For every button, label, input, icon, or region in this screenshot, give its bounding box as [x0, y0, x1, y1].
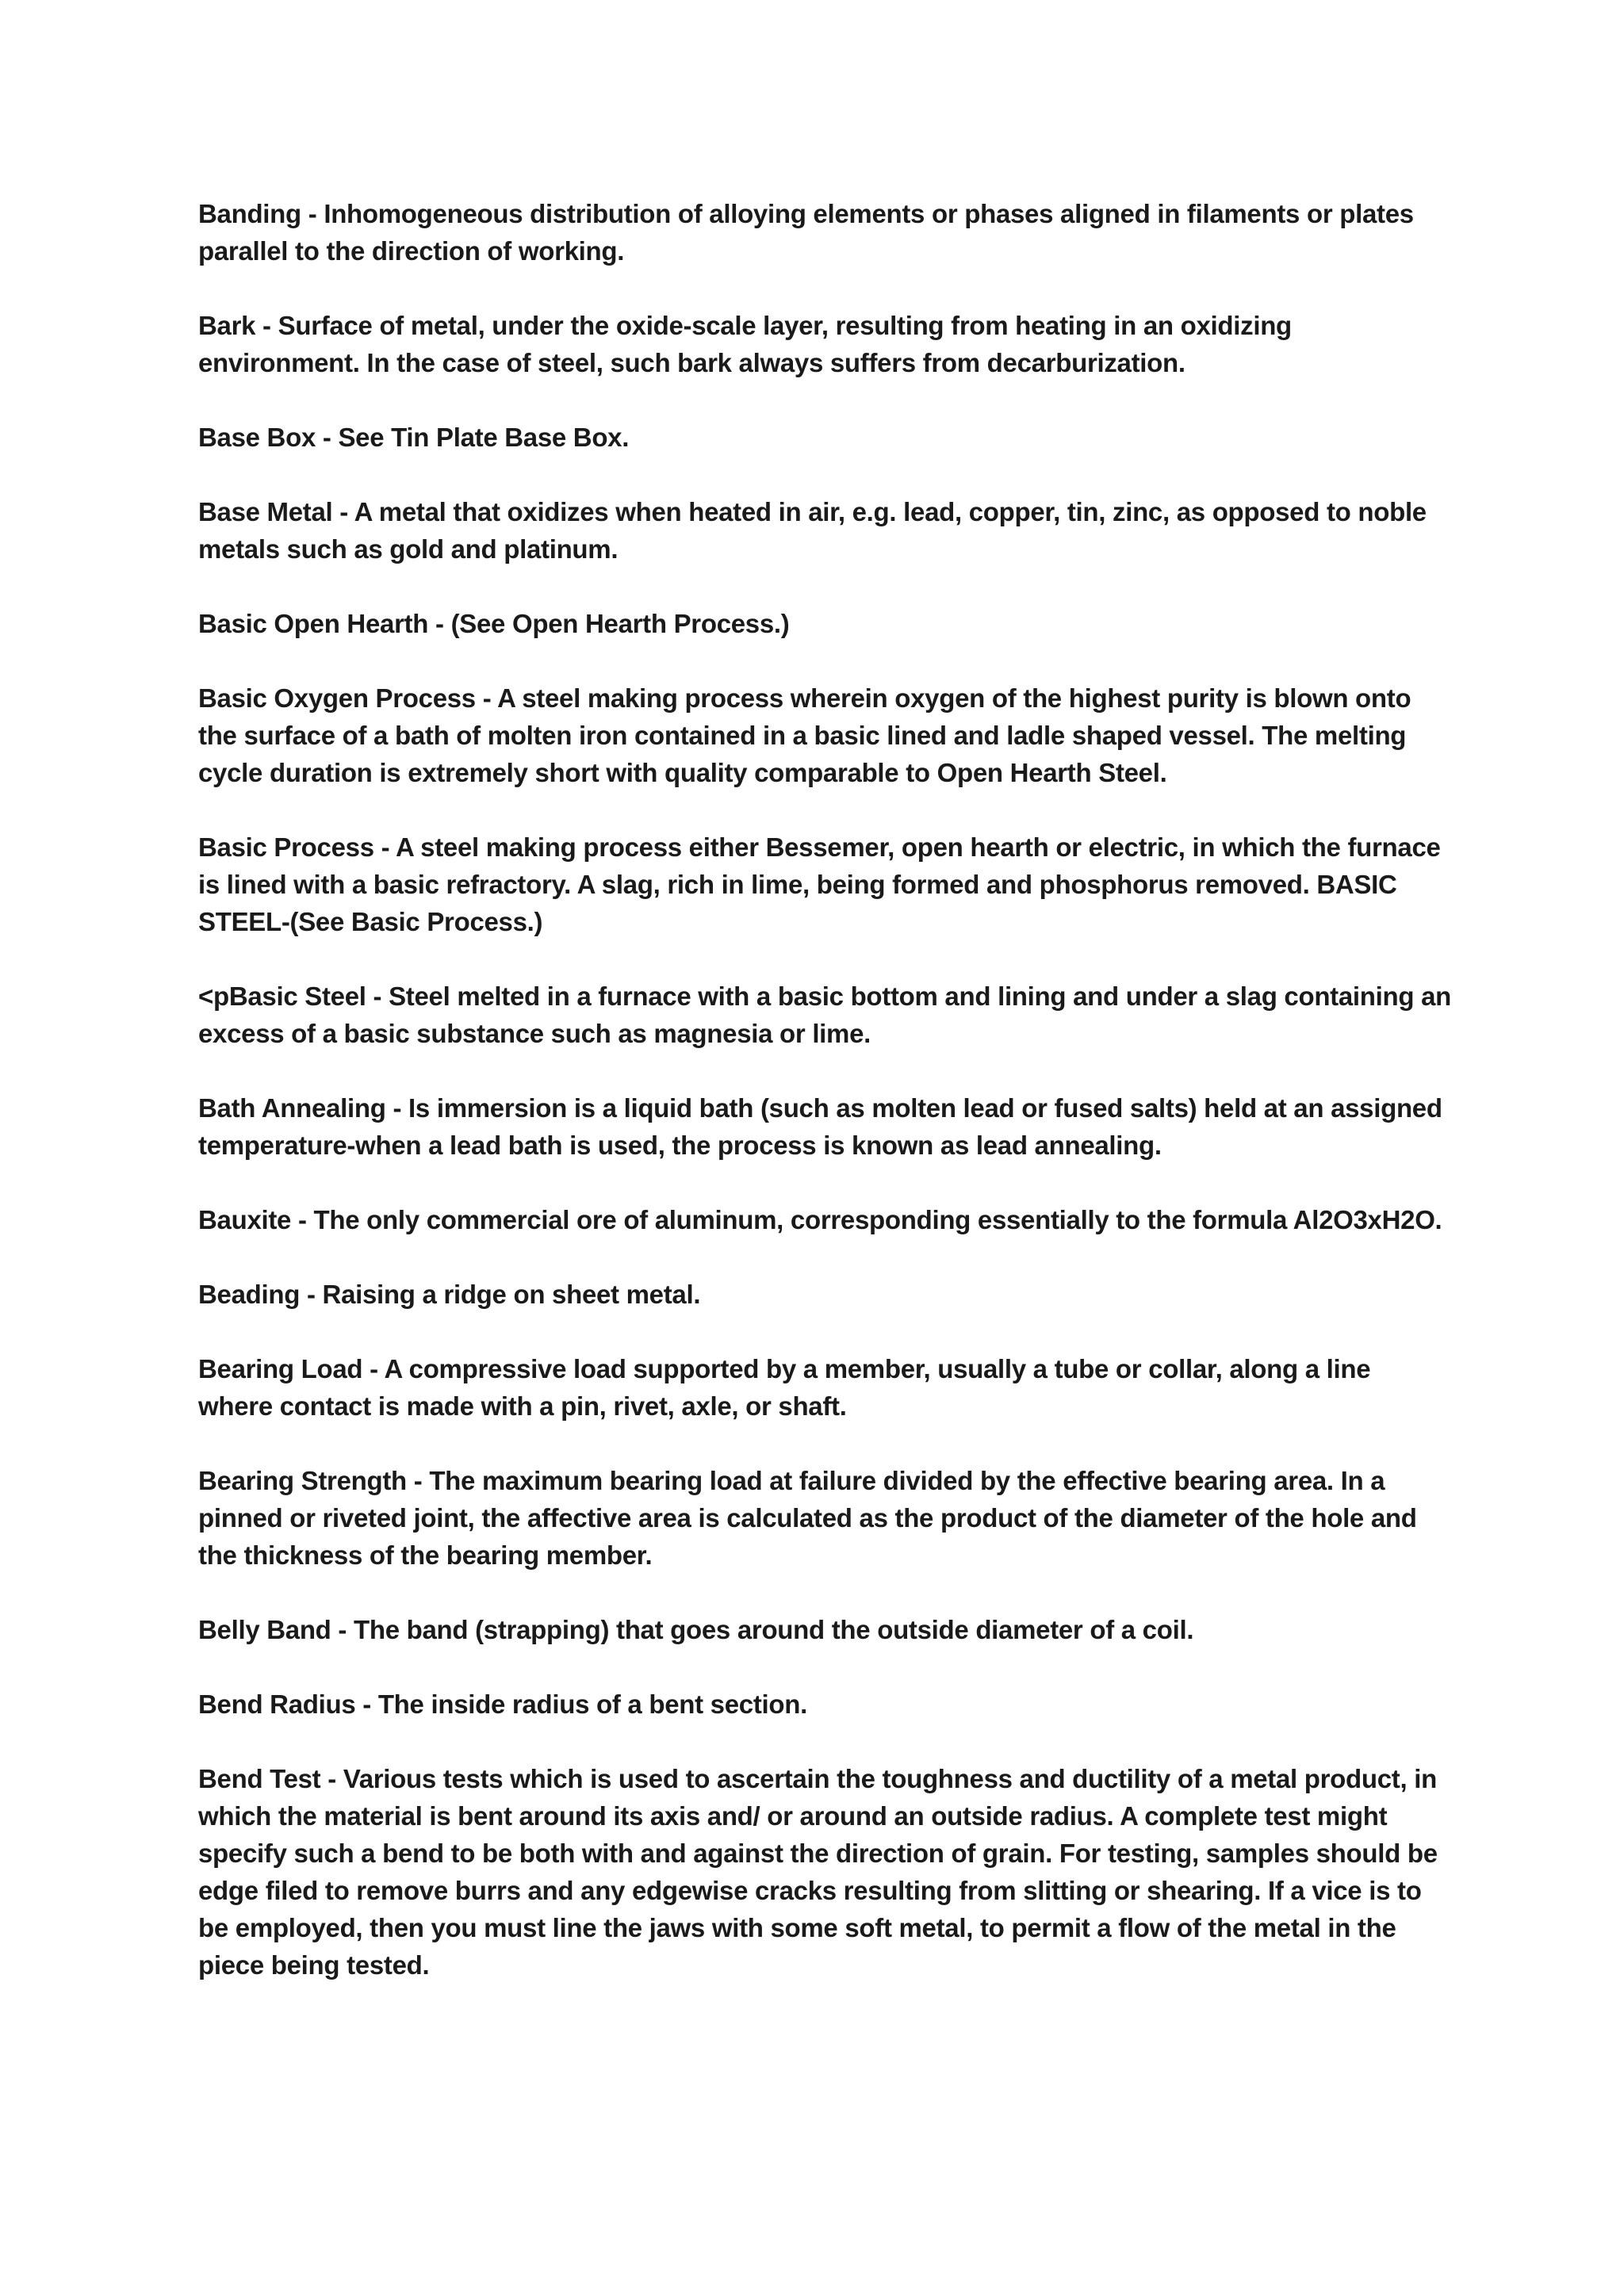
entry-definition: A compressive load supported by a member, usually a tube or collar, along a line where contact is made with a pin, rivet, axle, or shaft.	[198, 1354, 1371, 1421]
entry-term: Bauxite	[198, 1205, 292, 1234]
entry-definition: The maximum bearing load at failure divided by the effective bearing area. In a pinned or riveted joint, the affective area is calculated as the product of the diameter of the hole and the thickness of the bearing member.	[198, 1466, 1417, 1570]
glossary-entry: Bend Radius - The inside radius of a bent section.	[198, 1689, 807, 1719]
glossary-entry: Belly Band - The band (strapping) that goes around the outside diameter of a coil.	[198, 1615, 1194, 1644]
entry-definition: The inside radius of a bent section.	[377, 1689, 807, 1719]
glossary-entry: Bend Test - Various tests which is used to ascertain the toughness and ductility of a metal product, in which the material is bent around its axis and/ or around an outside radius. A complete test might specify such a bend to be both with and against the direction of grain. For testing, samples should be edge filed to remove burrs and any edgewise cracks resulting from slitting or shearing. If a vice is to be employed, then you must line the jaws with some soft metal, to permit a flow of the metal in the piece being tested.	[198, 1764, 1438, 1980]
entry-term: Base Metal	[198, 497, 333, 526]
glossary-entry: Base Box - See Tin Plate Base Box.	[198, 423, 630, 452]
entry-definition: Surface of metal, under the oxide-scale layer, resulting from heating in an oxidizing environment. In the case of steel, such bark always suffers from decarburization.	[198, 311, 1292, 377]
entry-definition: Raising a ridge on sheet metal.	[322, 1280, 701, 1309]
entry-term: Base Box	[198, 423, 316, 452]
entry-definition: (See Open Hearth Process.)	[450, 609, 790, 638]
entry-term: <pBasic Steel	[198, 982, 366, 1011]
glossary-entry: Bearing Strength - The maximum bearing load at failure divided by the effective bearing area. In a pinned or riveted joint, the affective area is calculated as the product of the diameter of the hole and the thickness of the bearing member.	[198, 1466, 1417, 1570]
entry-term: Basic Process	[198, 832, 374, 862]
glossary-entry: Basic Oxygen Process - A steel making process wherein oxygen of the highest purity is blown onto the surface of a bath of molten iron contained in a basic lined and ladle shaped vessel. The melting cycle duration is extremely short with quality comparable to Open Hearth Steel.	[198, 683, 1411, 787]
entry-definition: Various tests which is used to ascertain the toughness and ductility of a metal product, in which the material is bent around its axis and/ or around an outside radius. A complete test might specify such a bend to be both with and against the direction of grain. For testing, samples should be edge filed to remove burrs and any edgewise cracks resulting from slitting or shearing. If a vice is to be employed, then you must line the jaws with some soft metal, to permit a flow of the metal in the piece being tested.	[198, 1764, 1438, 1980]
entry-term: Belly Band	[198, 1615, 331, 1644]
glossary-entry: Beading - Raising a ridge on sheet metal.	[198, 1280, 701, 1309]
entry-term: Banding	[198, 199, 301, 228]
entry-definition: Steel melted in a furnace with a basic bottom and lining and under a slag containing an excess of a basic substance such as magnesia or lime.	[198, 982, 1452, 1048]
glossary-entry: Banding - Inhomogeneous distribution of alloying elements or phases aligned in filaments or plates parallel to the direction of working.	[198, 199, 1414, 266]
entry-definition: A steel making process wherein oxygen of the highest purity is blown onto the surface of a bath of molten iron contained in a basic lined and ladle shaped vessel. The melting cycle duration is extremely short with quality comparable to Open Hearth Steel.	[198, 683, 1411, 787]
entry-term: Bearing Load	[198, 1354, 363, 1383]
glossary-entry: Bearing Load - A compressive load supported by a member, usually a tube or collar, along a line where contact is made with a pin, rivet, axle, or shaft.	[198, 1354, 1371, 1421]
entry-definition: A metal that oxidizes when heated in air, e.g. lead, copper, tin, zinc, as opposed to noble metals such as gold and platinum.	[198, 497, 1427, 564]
entry-term: Bark	[198, 311, 256, 340]
entry-term: Beading	[198, 1280, 301, 1309]
entry-definition: See Tin Plate Base Box.	[338, 423, 630, 452]
glossary-entry: Base Metal - A metal that oxidizes when heated in air, e.g. lead, copper, tin, zinc, as opposed to noble metals such as gold and platinum.	[198, 497, 1427, 564]
entry-definition: A steel making process either Bessemer, open hearth or electric, in which the furnace is lined with a basic refractory. A slag, rich in lime, being formed and phosphorus removed. BASIC STEEL-(See Basic Process.)	[198, 832, 1441, 936]
entry-definition: Inhomogeneous distribution of alloying elements or phases aligned in filaments or plates parallel to the direction of working.	[198, 199, 1414, 266]
entry-term: Bend Radius	[198, 1689, 356, 1719]
glossary-entry: Bath Annealing - Is immersion is a liquid bath (such as molten lead or fused salts) held at an assigned temperature-when a lead bath is used, the process is known as lead annealing.	[198, 1093, 1442, 1160]
glossary-entry: <pBasic Steel - Steel melted in a furnace with a basic bottom and lining and under a slag containing an excess of a basic substance such as magnesia or lime.	[198, 982, 1452, 1048]
glossary-entry: Basic Process - A steel making process either Bessemer, open hearth or electric, in which the furnace is lined with a basic refractory. A slag, rich in lime, being formed and phosphorus removed. BASIC STEEL-(See Basic Process.)	[198, 832, 1441, 936]
glossary-entry: Basic Open Hearth - (See Open Hearth Process.)	[198, 609, 790, 638]
glossary-entry: Bark - Surface of metal, under the oxide-scale layer, resulting from heating in an oxidizing environment. In the case of steel, such bark always suffers from decarburization.	[198, 311, 1292, 377]
entry-definition: Is immersion is a liquid bath (such as molten lead or fused salts) held at an assigned temperature-when a lead bath is used, the process is known as lead annealing.	[198, 1093, 1442, 1160]
glossary-entry: Bauxite - The only commercial ore of aluminum, corresponding essentially to the formula Al2O3xH2O.	[198, 1205, 1442, 1234]
entry-term: Basic Open Hearth	[198, 609, 429, 638]
entry-definition: The band (strapping) that goes around the outside diameter of a coil.	[353, 1615, 1194, 1644]
entry-term: Basic Oxygen Process	[198, 683, 476, 713]
glossary-page	[198, 195, 1451, 2021]
entry-definition: The only commercial ore of aluminum, corresponding essentially to the formula Al2O3xH2O.	[313, 1205, 1442, 1234]
entry-term: Bath Annealing	[198, 1093, 386, 1123]
entry-term: Bend Test	[198, 1764, 321, 1793]
entry-term: Bearing Strength	[198, 1466, 407, 1495]
